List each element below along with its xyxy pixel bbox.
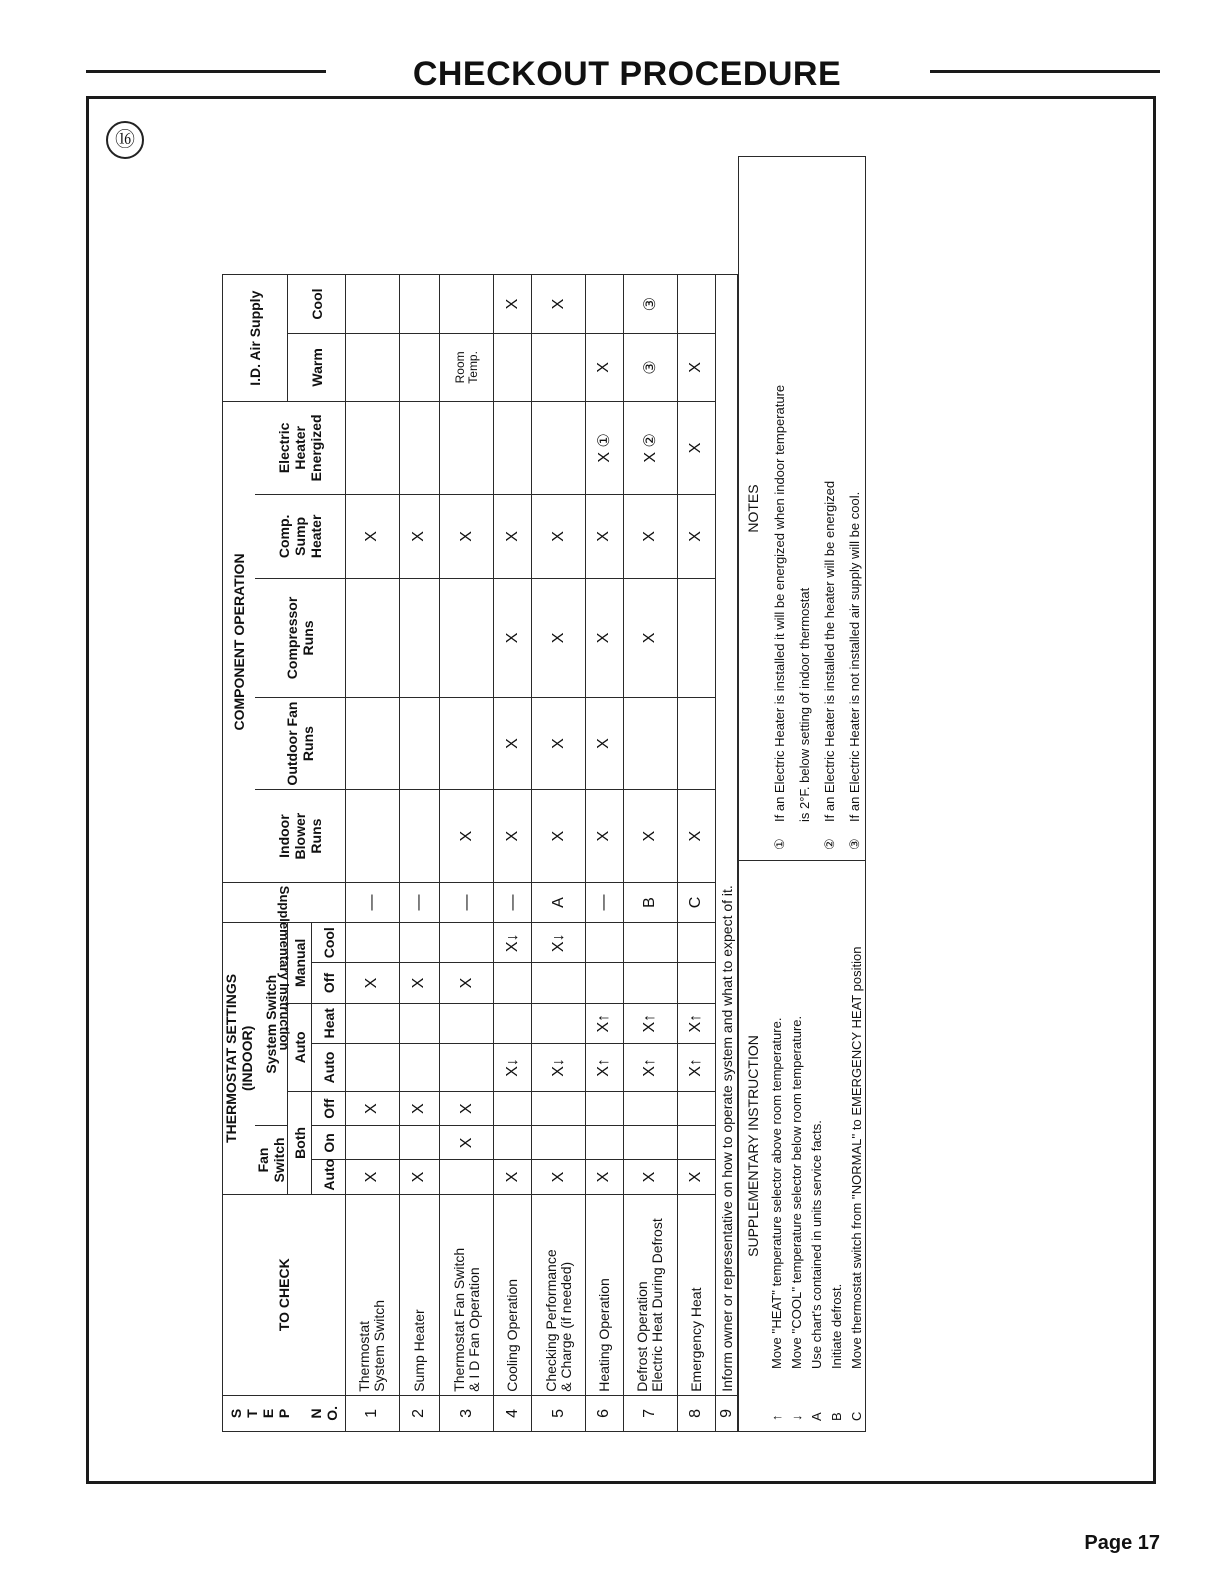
table-cell (677, 963, 715, 1003)
table-cell (440, 275, 494, 333)
step-number: 6 (585, 1395, 623, 1431)
table-cell: X (493, 579, 531, 698)
note-text: If an Electric Heater is installed the heater will be energized (822, 480, 837, 822)
table-cell (677, 697, 715, 790)
table-cell (440, 1003, 494, 1043)
table-cell: X (585, 333, 623, 401)
table-cell (624, 697, 678, 790)
down-arrow-icon: ↓ (789, 1414, 804, 1421)
table-cell: X (493, 494, 531, 578)
table-cell (440, 1043, 494, 1091)
note-symbol: ① (772, 838, 787, 850)
table-cell (585, 1092, 623, 1126)
table-cell (493, 963, 531, 1003)
table-cell: X (346, 963, 400, 1003)
table-cell: X (493, 1160, 531, 1194)
row-blank (399, 156, 439, 275)
table-cell (399, 333, 439, 401)
table-cell (346, 790, 400, 883)
table-cell (624, 1126, 678, 1160)
sup-text: Initiate defrost. (829, 1283, 844, 1369)
indoor-blower-header: Indoor Blower Runs (255, 790, 346, 883)
blank-header (223, 156, 346, 275)
title-rule-left (86, 70, 326, 73)
table-cell (585, 275, 623, 333)
table-cell: — (493, 882, 531, 922)
table-cell (493, 1092, 531, 1126)
table-cell: X (493, 790, 531, 883)
table-cell (585, 1126, 623, 1160)
row9-no: 9 (716, 1395, 738, 1431)
to-check-header: TO CHECK (223, 1194, 346, 1395)
table-cell: X↑ (677, 1003, 715, 1043)
sup-symbol: B (829, 1412, 844, 1421)
step-number: 1 (346, 1395, 400, 1431)
supplementary-header: Supplementary Instruction (223, 882, 346, 922)
table-cell (585, 963, 623, 1003)
table-cell: X (440, 790, 494, 883)
table-cell (532, 333, 586, 401)
sup-text: Move ''COOL'' temperature selector below room temperature. (789, 1015, 804, 1369)
checkout-table (222, 156, 738, 1432)
table-cell: X (346, 494, 400, 578)
table-cell (440, 697, 494, 790)
table-cell (532, 1126, 586, 1160)
col-off-header: Off (312, 1092, 346, 1126)
table-cell: X (399, 1092, 439, 1126)
table-cell: X (532, 579, 586, 698)
table-cell (346, 579, 400, 698)
table-cell (399, 1126, 439, 1160)
table-cell (677, 1126, 715, 1160)
col-sys-auto-header: Auto (312, 1043, 346, 1091)
outdoor-fan-header: Outdoor Fan Runs (255, 697, 346, 790)
table-cell: X (624, 1160, 678, 1194)
table-cell (624, 963, 678, 1003)
table-cell: — (585, 882, 623, 922)
table-row (440, 156, 494, 1432)
sup-item (767, 871, 787, 1421)
table-cell: X (440, 494, 494, 578)
table-cell: X (493, 697, 531, 790)
table-cell: A (532, 882, 586, 922)
table-cell (493, 333, 531, 401)
table-cell (677, 1092, 715, 1126)
table-cell (346, 697, 400, 790)
table-row (677, 156, 715, 1432)
note-continuation: is 2°F. below setting of indoor thermostat (797, 587, 812, 822)
table-cell: X (585, 579, 623, 698)
step-no-header: S T E P N O. (223, 1395, 346, 1431)
table-cell: X↓ (532, 1043, 586, 1091)
table-cell (346, 1043, 400, 1091)
table-cell: X (624, 494, 678, 578)
table-cell (624, 1092, 678, 1126)
table-cell (532, 402, 586, 495)
table-cell (493, 402, 531, 495)
note-symbol: ② (822, 838, 837, 850)
table-cell: Room Temp. (440, 333, 494, 401)
table-cell: X↓ (493, 923, 531, 963)
table-cell: X↑ (585, 1043, 623, 1091)
check-item: Emergency Heat (677, 1194, 715, 1395)
step-number: 7 (624, 1395, 678, 1431)
table-row (346, 156, 400, 1432)
table-cell: X↑ (624, 1043, 678, 1091)
row-blank (346, 156, 400, 275)
table-cell: ③ (624, 333, 678, 401)
table-cell (399, 1043, 439, 1091)
both-header: Both (288, 1092, 312, 1195)
note-text: If an Electric Heater is not installed air supply will be cool. (847, 491, 862, 822)
col-auto-header: Auto (312, 1160, 346, 1194)
checkout-rows (346, 156, 716, 1432)
step-number: 4 (493, 1395, 531, 1431)
col-cool-header: Cool (312, 923, 346, 963)
table-cell (677, 275, 715, 333)
row-blank (493, 156, 531, 275)
table-cell: X (677, 494, 715, 578)
step-number: 3 (440, 1395, 494, 1431)
up-arrow-icon: ↑ (769, 1414, 784, 1421)
table-cell: X↓ (532, 923, 586, 963)
sup-item (827, 871, 847, 1421)
table-cell (624, 923, 678, 963)
check-item: Sump Heater (399, 1194, 439, 1395)
note-symbol: ③ (847, 838, 862, 850)
step-number: 2 (399, 1395, 439, 1431)
table-cell: X (532, 1160, 586, 1194)
thermostat-settings-header: THERMOSTAT SETTINGS (INDOOR) (223, 923, 256, 1195)
table-cell: X (585, 1160, 623, 1194)
table-cell: X↑ (677, 1043, 715, 1091)
table-cell (532, 1003, 586, 1043)
table-row (585, 156, 623, 1432)
sup-text: Use chart's contained in units service facts. (809, 1120, 824, 1369)
cool-header: Cool (288, 275, 346, 333)
note-item (842, 167, 867, 850)
table-cell: X (677, 402, 715, 495)
sup-item (807, 871, 827, 1421)
table-cell (585, 923, 623, 963)
table-cell: — (440, 882, 494, 922)
table-cell: X (399, 494, 439, 578)
table-cell: X (585, 790, 623, 883)
table-cell: X (532, 275, 586, 333)
table-cell (440, 402, 494, 495)
table-cell: X (346, 1160, 400, 1194)
page-number: Page 17 (1084, 1532, 1160, 1554)
table-cell (399, 402, 439, 495)
manual-header: Manual (288, 923, 312, 1004)
sup-text: Move ''HEAT'' temperature selector above room temperature. (769, 1017, 784, 1369)
table-cell: C (677, 882, 715, 922)
table-cell: X ② (624, 402, 678, 495)
sump-heater-header: Comp. Sump Heater (255, 494, 346, 578)
table-cell (346, 333, 400, 401)
component-operation-header: COMPONENT OPERATION (223, 402, 256, 883)
row-blank (440, 156, 494, 275)
table-row (493, 156, 531, 1432)
system-switch-header: System Switch (255, 923, 288, 1126)
row9-blank (716, 156, 738, 275)
auto-header: Auto (288, 1003, 312, 1091)
table-cell: X (346, 1092, 400, 1126)
check-item: Heating Operation (585, 1194, 623, 1395)
notes-title: NOTES (745, 484, 761, 533)
table-cell: — (399, 882, 439, 922)
table-cell: X↑ (585, 1003, 623, 1043)
check-item: Thermostat System Switch (346, 1194, 400, 1395)
figure-badge: ⑯ (106, 121, 144, 159)
table-cell (399, 579, 439, 698)
row-blank (585, 156, 623, 275)
table-cell: X (677, 790, 715, 883)
step-number: 8 (677, 1395, 715, 1431)
row-blank (532, 156, 586, 275)
table-cell (399, 697, 439, 790)
table-cell: X (399, 963, 439, 1003)
table-cell (532, 1092, 586, 1126)
table-cell: X (532, 494, 586, 578)
table-cell: X↓ (493, 1043, 531, 1091)
check-item: Thermostat Fan Switch & I D Fan Operation (440, 1194, 494, 1395)
table-cell (493, 1003, 531, 1043)
note-item (767, 167, 792, 850)
compressor-header: Compressor Runs (255, 579, 346, 698)
table-cell (493, 1126, 531, 1160)
table-cell: X (624, 790, 678, 883)
table-cell (399, 923, 439, 963)
col-heat-header: Heat (312, 1003, 346, 1043)
table-cell: X (399, 1160, 439, 1194)
table-cell: X (440, 1092, 494, 1126)
table-cell: X (677, 333, 715, 401)
table-cell (399, 1003, 439, 1043)
table-cell: X (532, 790, 586, 883)
fan-switch-header: Fan Switch (255, 1126, 288, 1194)
row-blank (677, 156, 715, 275)
table-cell (677, 923, 715, 963)
check-item: Cooling Operation (493, 1194, 531, 1395)
table-cell: X (585, 494, 623, 578)
table-cell (440, 923, 494, 963)
page-title: CHECKOUT PROCEDURE (412, 55, 842, 93)
note-item (817, 167, 842, 850)
table-cell: X (532, 697, 586, 790)
table-cell (532, 963, 586, 1003)
row-blank (624, 156, 678, 275)
table-cell (346, 275, 400, 333)
sup-item (787, 871, 807, 1421)
table-cell (677, 579, 715, 698)
table-cell: X (585, 697, 623, 790)
table-cell (346, 402, 400, 495)
sup-item (847, 871, 867, 1421)
table-cell: X (624, 579, 678, 698)
table-cell: X (493, 275, 531, 333)
table-row (624, 156, 678, 1432)
table-cell (440, 579, 494, 698)
sup-text: Move thermostat switch from ''NORMAL'' to EMERGENCY HEAT position (849, 946, 864, 1369)
table-cell (399, 790, 439, 883)
checkout-sheet (222, 156, 866, 1432)
title-rule-right (930, 70, 1160, 73)
table-cell: ③ (624, 275, 678, 333)
table-cell (346, 1003, 400, 1043)
table-cell: X (440, 1126, 494, 1160)
check-item: Defrost Operation Electric Heat During Defrost (624, 1194, 678, 1395)
row9-text: Inform owner or representative on how to operate system and what to expect of it. (716, 275, 738, 1395)
col-on-header: On (312, 1126, 346, 1160)
table-cell: X (440, 963, 494, 1003)
note-text: If an Electric Heater is installed it will be energized when indoor temperature (772, 384, 787, 822)
notes-box (738, 156, 866, 860)
table-cell (346, 1126, 400, 1160)
check-item: Checking Performance & Charge (if needed) (532, 1194, 586, 1395)
electric-heater-header: Electric Heater Energized (255, 402, 346, 495)
table-cell (440, 1160, 494, 1194)
table-cell (399, 275, 439, 333)
table-cell: X ① (585, 402, 623, 495)
table-row (532, 156, 586, 1432)
id-air-supply-header: I.D. Air Supply (223, 275, 288, 402)
table-cell: X (677, 1160, 715, 1194)
sup-symbol: A (809, 1412, 824, 1421)
step-number: 5 (532, 1395, 586, 1431)
sup-symbol: C (849, 1411, 864, 1421)
warm-header: Warm (288, 333, 346, 401)
table-row (399, 156, 439, 1432)
table-cell (346, 923, 400, 963)
col-manual-off-header: Off (312, 963, 346, 1003)
supplementary-title: SUPPLEMENTARY INSTRUCTION (745, 1035, 761, 1257)
table-cell: — (346, 882, 400, 922)
table-cell: X↑ (624, 1003, 678, 1043)
table-cell: B (624, 882, 678, 922)
supplementary-box (738, 860, 866, 1432)
